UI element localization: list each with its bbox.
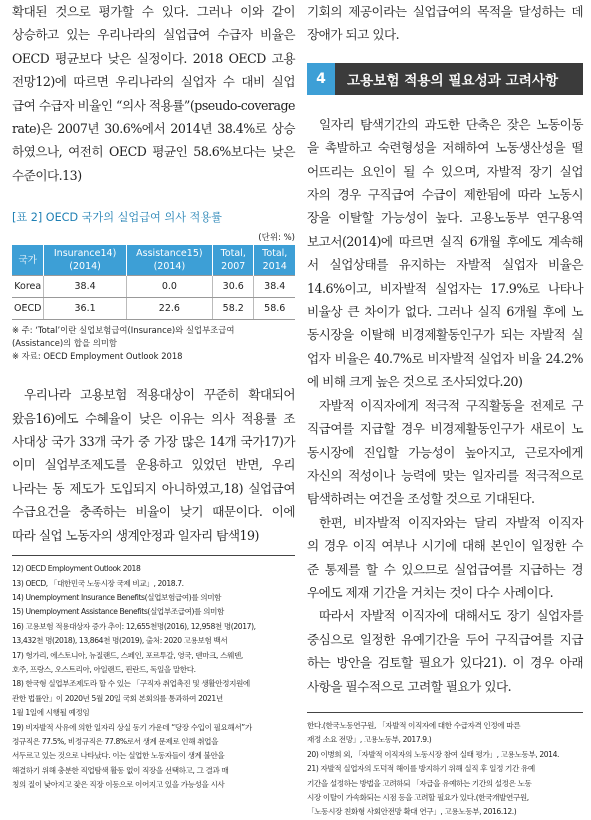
text-line: 보고서(2014)에 따르면 실직 6개월 후에도 계속해	[307, 233, 583, 249]
text-line: 중심으로 일정한 유예기간을 두어 구직급여를 지급	[307, 631, 583, 647]
table-body	[12, 276, 295, 320]
footnote-line: 서두르고 있는 것으로 나타났다. 이는 실업한 노동자들이 생계 불안을	[12, 751, 225, 761]
footnote-line: 13) OECD, 「대한민국 노동시장 국제 비교」, 2018.7.	[12, 578, 184, 588]
table-header-cell: Total, 2007	[213, 245, 254, 276]
section-title: 고용보험 적용의 필요성과 고려사항	[347, 72, 559, 89]
table-cell: 0.0	[126, 276, 212, 298]
text-line: 자의 경우 구직급여 수급이 제한됨에 따라 노동시	[307, 187, 583, 203]
footnote-line: 1월 1일에 시행될 예정임	[12, 708, 90, 718]
table-unit: (단위: %)	[258, 233, 295, 244]
text-line: 비율상 큰 차이가 없다. 그러나 실직 6개월 후에 노	[307, 304, 583, 320]
footnote-line: 기간을 설정하는 방법을 고려하되 「자급을 유예하는 기간의 설정은 노동	[307, 778, 532, 788]
table-cell: 58.2	[213, 298, 254, 320]
text-line: 에 비해 크게 높은 것으로 조사되었다.20)	[307, 374, 523, 390]
right-footnotes	[307, 712, 583, 820]
text-line: 우에도 제재 기간을 거치는 것이 다수 사례이다.	[307, 584, 554, 600]
text-line: 자발적 이직자에게 적극적 구직활동을 전제로 구	[319, 397, 583, 413]
table-header-cell: 국가	[12, 245, 44, 276]
table-header-cell: Assistance15) (2014)	[126, 245, 212, 276]
table-note: ※ 주: ‘Total’이란 실업보험급여(Insurance)와 실업부조급여	[12, 325, 235, 336]
coverage-table	[12, 245, 295, 320]
table-notes	[12, 324, 295, 363]
footnote-line: 정규직은 77.5%, 비정규직은 77.8%로서 생계 문제로 인해 취업을	[12, 736, 219, 746]
text-line: 상승하고 있는 우리나라의 실업급여 수급자 비율은	[12, 27, 295, 43]
right-column	[307, 0, 583, 820]
text-line: 왔음16)에도 수혜율이 낮은 이유는 의사 적용률 조	[12, 410, 295, 426]
text-line: 전망12)에 따르면 우리나라의 실업자 수 대비 실업	[12, 74, 295, 90]
text-line: 준 통제를 할 수 있으므로 실업급여를 지급하는 경	[307, 561, 583, 577]
text-line: 수준이다.13)	[12, 167, 82, 183]
text-line: 우리나라 고용보험 적용대상이 꾸준히 확대되어	[24, 387, 295, 403]
table-row	[12, 276, 295, 298]
footnote-line: 19) 비자발적 사유에 의한 일자리 상실 동기 가운데 “당장 수입이 필요해서”가	[12, 722, 252, 732]
table-cell: 38.4	[44, 276, 126, 298]
table-note: ※ 자료: OECD Employment Outlook 2018	[12, 351, 183, 362]
table-title: [표 2] OECD 국가의 실업급여 의사 적용률	[12, 211, 222, 225]
footnote-line: 관한 법률안」이 2020년 5월 20일 국회 본회의를 통과하여 2021년	[12, 693, 223, 703]
text-line: 한편, 비자발적 이직자와는 달리 자발적 이직자	[319, 514, 583, 530]
table-cell: 38.4	[254, 276, 295, 298]
table-cell: 58.6	[254, 298, 295, 320]
left-column	[12, 0, 295, 793]
text-line: 서 실업상태를 유지하는 자발적 실업자 비율은	[307, 257, 583, 273]
text-line: 장애가 되고 있다.	[307, 27, 400, 43]
footnote-line: 재정 소요 전망」, 고용노동부, 2017.9.)	[307, 735, 432, 745]
paragraph-2	[307, 394, 583, 511]
text-line: 수급요건을 충족하는 비율이 낮기 때문이다. 이에	[12, 504, 295, 520]
text-line: 동시장에 진입할 가능성이 높아지고, 근로자에게	[307, 444, 583, 460]
text-line: 직급여를 지급할 경우 비경제활동인구가 새로이 노	[307, 421, 583, 437]
intro-paragraph	[12, 0, 295, 187]
text-line: 기회의 제공이라는 실업급여의 목적을 달성하는 데	[307, 4, 583, 19]
paragraph-4	[307, 604, 583, 698]
text-line: 자신의 적성이나 능력에 맞는 일자리를 적극적으로	[307, 467, 583, 483]
table-cell: 22.6	[126, 298, 212, 320]
footnote-line: 14) Unemployment Insurance Benefits(실업보험급여)를 의미함	[12, 592, 222, 602]
text-line: 따라 실업 노동자의 생계안정과 일자리 탐색19)	[12, 527, 259, 543]
left-footnotes	[12, 555, 295, 793]
footnote-line: 12) OECD Employment Outlook 2018	[12, 564, 141, 574]
table-cell: OECD	[12, 298, 44, 320]
table-cell: Korea	[12, 276, 44, 298]
text-line: rate)은 2007년 30.6%에서 2014년 38.4%로 상승	[12, 121, 295, 137]
footnote-line: 칭의 질이 낮아지고 잦은 직장 이동으로 이어지고 있을 가능성을 시사	[12, 780, 225, 790]
section-number: 4	[307, 63, 335, 95]
footnote-line: 호주, 프랑스, 오스트리아, 아일랜드, 핀란드, 독일을 말한다.	[12, 664, 196, 674]
table-note: (Assistance)의 합을 의미함	[12, 338, 118, 349]
text-line: 확대된 것으로 평가할 수 있다. 그러나 이와 같이	[12, 4, 295, 19]
section-header	[307, 63, 583, 95]
footnote-line: 17) 헝가리, 에스토니아, 뉴질랜드, 스페인, 포르투갈, 영국, 덴마크, 스웨덴,	[12, 650, 243, 660]
text-line: 탐색하려는 여건을 조성할 것으로 기대된다.	[307, 491, 535, 507]
text-line: 동시장을 이탈해 비경제활동인구가 되는 자발적 실	[307, 327, 583, 343]
text-line: 업자 비율은 40.7%로 비자발적 실업자 비율 24.2%	[307, 350, 583, 366]
footnote-line: 20) 이병희 외, 「자발적 이직자의 노동시장 참여 실태 평가」, 고용노동부, 2014.	[307, 749, 560, 759]
text-line: 나라는 동 제도가 도입되지 아니하였고,18) 실업급여	[12, 480, 295, 496]
text-line: 하는 방안을 검토할 필요가 있다21). 이 경우 아래	[307, 655, 583, 671]
text-line: 사항을 필수적으로 고려할 필요가 있다.	[307, 678, 512, 694]
footnote-line: 15) Unemployment Assistance Benefits(실업부조급여)를 의미함	[12, 607, 224, 617]
continued-paragraph	[307, 0, 583, 47]
text-line: 장을 이탈할 가능성이 높다. 고용노동부 연구용역	[307, 210, 583, 226]
footnote-line: 시장 이탈이 가속화되는 시점 등을 고려할 필요가 있다.(한국개발연구원,	[307, 793, 529, 802]
footnote-line: 해결하기 위해 충분한 직업탐색 활동 없이 직장을 선택하고, 그 결과 매	[12, 765, 229, 775]
text-line: OECD 평균보다 낮은 실정이다. 2018 OECD 고용	[12, 50, 295, 66]
footnote-line: 「노동시장 친화형 사회안전망 확대 연구」, 고용노동부, 2016.12.)	[307, 807, 517, 817]
text-line: 이미 실업부조제도를 운용하고 있었던 반면, 우리	[12, 457, 295, 473]
table-header-cell: Total, 2014	[254, 245, 295, 276]
text-line: 의 경우 이직 여부나 시기에 대해 본인이 일정한 수	[307, 538, 583, 554]
table-header-cell: Insurance14) (2014)	[44, 245, 126, 276]
text-line: 14.6%이고, 비자발적 실업자는 17.9%로 나타나	[307, 280, 583, 296]
table-cell: 30.6	[213, 276, 254, 298]
text-line: 하였으나, 여전히 OECD 평균인 58.6%보다는 낮은	[12, 144, 295, 160]
table-header-row	[12, 245, 295, 276]
table-row	[12, 298, 295, 320]
text-line: 어뜨리는 요인이 될 수 있으며, 자발적 장기 실업	[307, 163, 583, 179]
paragraph-3	[307, 511, 583, 605]
footnote-line: 13,432천 명(2018), 13,864천 명(2019), 출처: 2020 고용보험 백서	[12, 636, 228, 646]
body-paragraph	[12, 383, 295, 547]
footnote-line: 16) 고용보험 적용대상자 증가 추이: 12,655천명(2016), 12,958천 명(2017),	[12, 621, 256, 631]
footnote-line: 21) 자발적 실업자의 도덕적 해이를 방지하기 위해 실직 후 일정 기간 유예	[307, 764, 535, 774]
text-line: 사대상 국가 33개 국가 중 가장 많은 14개 국가17)가	[12, 434, 295, 450]
footnote-line: 한다.(한국노동연구원, 「자발적 이직자에 대한 수급자격 인정에 따른	[307, 720, 521, 730]
text-line: 일자리 탐색기간의 과도한 단축은 잦은 노동이동	[319, 116, 583, 132]
paragraph-1	[307, 113, 583, 394]
text-line: 을 촉발하고 숙련형성을 저해하여 노동생산성을 떨	[307, 140, 583, 156]
table-cell: 36.1	[44, 298, 126, 320]
text-line: 급여 수급자 비율인 “의사 적용률”(pseudo-coverage	[12, 97, 295, 113]
text-line: 따라서 자발적 이직자에 대해서도 장기 실업자를	[319, 608, 583, 624]
footnote-line: 18) 한국형 실업부조제도라 할 수 있는 「구직자 취업촉진 및 생활안정지원에	[12, 679, 250, 689]
